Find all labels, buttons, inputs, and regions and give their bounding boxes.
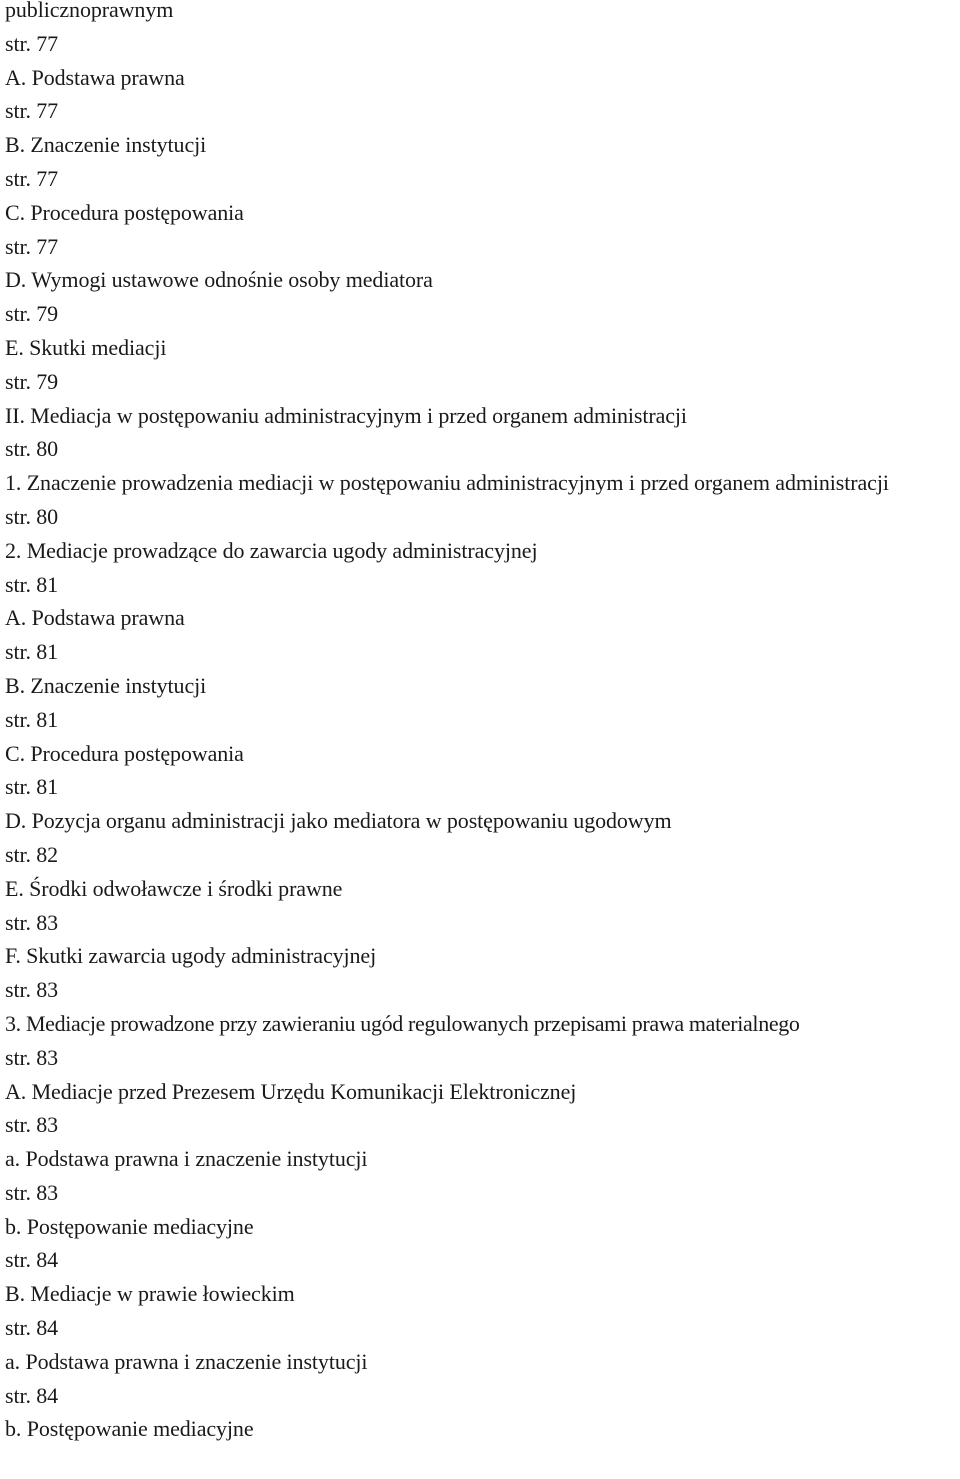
toc-entry: a. Podstawa prawna i znaczenie instytucji (5, 1146, 368, 1172)
toc-entry: a. Podstawa prawna i znaczenie instytucji (5, 1348, 368, 1374)
page-reference: str. 77 (5, 165, 59, 191)
table-of-contents (5, 0, 960, 1446)
toc-entry: D. Wymogi ustawowe odnośnie osoby mediatora (5, 267, 433, 293)
page-reference: str. 80 (5, 436, 59, 462)
toc-entry: E. Skutki mediacji (5, 334, 167, 360)
toc-entry: 1. Znaczenie prowadzenia mediacji w postępowaniu administracyjnym i przed organem administracji (5, 470, 889, 496)
toc-entry: A. Podstawa prawna (5, 605, 185, 631)
page-reference: str. 81 (5, 774, 59, 800)
page-reference: str. 80 (5, 503, 59, 529)
page-reference: str. 83 (5, 1179, 59, 1205)
page-reference: str. 77 (5, 98, 59, 124)
toc-entry: A. Mediacje przed Prezesem Urzędu Komunikacji Elektronicznej (5, 1078, 577, 1104)
toc-entry: D. Pozycja organu administracji jako mediatora w postępowaniu ugodowym (5, 808, 672, 834)
page-reference: str. 81 (5, 639, 59, 665)
toc-entry: B. Znaczenie instytucji (5, 132, 207, 158)
toc-entry: C. Procedura postępowania (5, 740, 244, 766)
toc-entry: B. Mediacje w prawie łowieckim (5, 1281, 295, 1307)
page-reference: str. 84 (5, 1247, 59, 1273)
page-reference: str. 79 (5, 301, 59, 327)
toc-entry: publicznoprawnym (5, 0, 174, 22)
page-reference: str. 82 (5, 841, 59, 867)
toc-entry: b. Postępowanie mediacyjne (5, 1213, 254, 1239)
toc-entry: b. Postępowanie mediacyjne (5, 1416, 254, 1442)
page-reference: str. 84 (5, 1315, 59, 1341)
toc-entry: F. Skutki zawarcia ugody administracyjnej (5, 943, 377, 969)
page-reference: str. 77 (5, 233, 59, 259)
toc-entry: II. Mediacja w postępowaniu administracyjnym i przed organem administracji (5, 402, 687, 428)
page-reference: str. 81 (5, 571, 59, 597)
page-reference: str. 83 (5, 1112, 59, 1138)
page-reference: str. 81 (5, 706, 59, 732)
toc-entry: B. Znaczenie instytucji (5, 672, 207, 698)
toc-entry: E. Środki odwoławcze i środki prawne (5, 875, 343, 901)
page-reference: str. 79 (5, 368, 59, 394)
page-reference: str. 83 (5, 1044, 59, 1070)
page-reference: str. 77 (5, 30, 59, 56)
page-reference: str. 83 (5, 909, 59, 935)
toc-entry: A. Podstawa prawna (5, 64, 185, 90)
page-reference: str. 83 (5, 977, 59, 1003)
toc-entry: 3. Mediacje prowadzone przy zawieraniu ugód regulowanych przepisami prawa materialnego (5, 1010, 800, 1036)
toc-entry: 2. Mediacje prowadzące do zawarcia ugody administracyjnej (5, 537, 538, 563)
page-reference: str. 84 (5, 1382, 59, 1408)
toc-entry: C. Procedura postępowania (5, 199, 244, 225)
